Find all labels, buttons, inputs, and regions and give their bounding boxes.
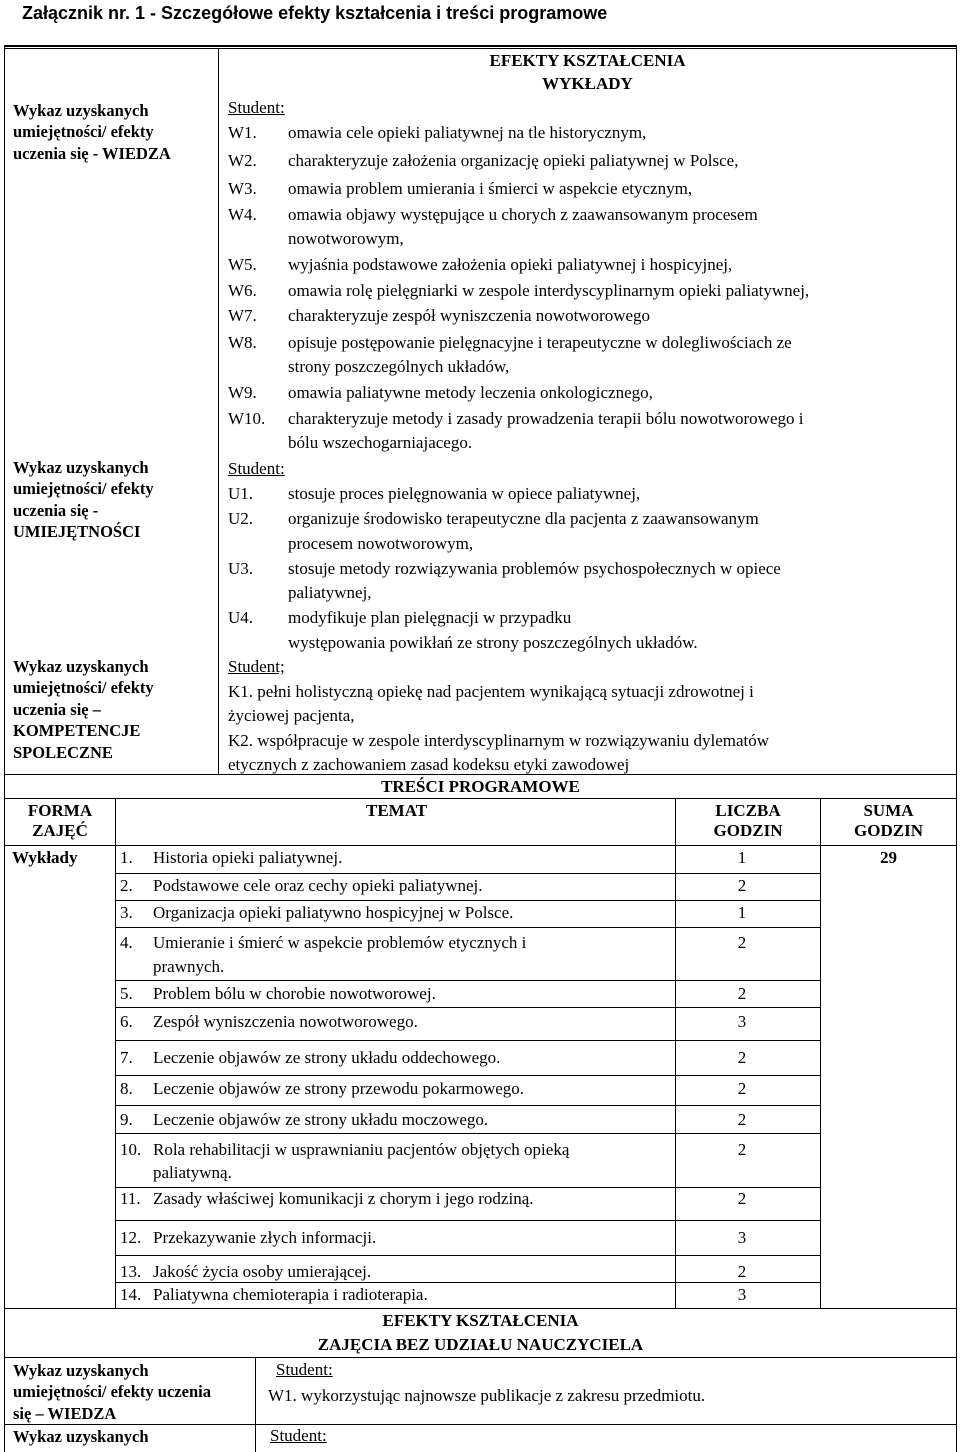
list-item: W1. wykorzystując najnowsze publikacje z zakresu przedmiotu. [268,1386,706,1405]
efekty-heading: EFEKTY KSZTAŁCENIA [489,51,686,70]
tresci-heading: TREŚCI PROGRAMOWE [381,777,580,796]
student-label: Student: [228,98,285,117]
col-temat-header: TEMAT [366,801,428,820]
bez-udzialu-heading: ZAJĘCIA BEZ UDZIAŁU NAUCZYCIELA [317,1335,644,1354]
document-title: Załącznik nr. 1 - Szczegółowe efekty kształcenia i treści programowe [22,3,608,23]
wiedza-label-2: Wykaz uzyskanych umiejętności/ efekty uczenia się – WIEDZA [13,1361,211,1423]
next-label: Wykaz uzyskanych [13,1427,149,1446]
col-forma-header: FORMA ZAJĘĆ [27,801,93,841]
list-item-cont: życiowej pacjenta, [228,706,355,725]
student-label: Student: [270,1426,327,1445]
list-item-cont: etycznych z zachowaniem zasad kodeksu etyki zawodowej [228,755,630,774]
col-liczba-header: LICZBA GODZIN [713,801,783,841]
list-item: K2. współpracuje w zespole interdyscyplinarnym w rozwiązywaniu dylematów [228,731,770,750]
list-item: K1. pełni holistyczną opiekę nad pacjentem wynikającą sytuacji zdrowotnej i [228,682,754,701]
col-suma-header: SUMA GODZIN [854,801,923,841]
wiedza-label: Wykaz uzyskanych umiejętności/ efekty uczenia się - WIEDZA [13,101,171,163]
forma-cell: Wykłady [12,848,78,867]
efekty-heading-2: EFEKTY KSZTAŁCENIA [382,1311,579,1330]
suma-cell: 29 [880,848,897,867]
student-label: Student; [228,657,285,676]
wyklady-heading: WYKŁADY [542,74,633,93]
student-label: Student: [276,1360,333,1379]
umiejetnosci-label: Wykaz uzyskanych umiejętności/ efekty uczenia się - UMIEJĘTNOŚCI [13,458,154,542]
kompetencje-label: Wykaz uzyskanych umiejętności/ efekty uczenia się – KOMPETENCJE SPOLECZNE [13,657,154,762]
student-label: Student: [228,459,285,478]
